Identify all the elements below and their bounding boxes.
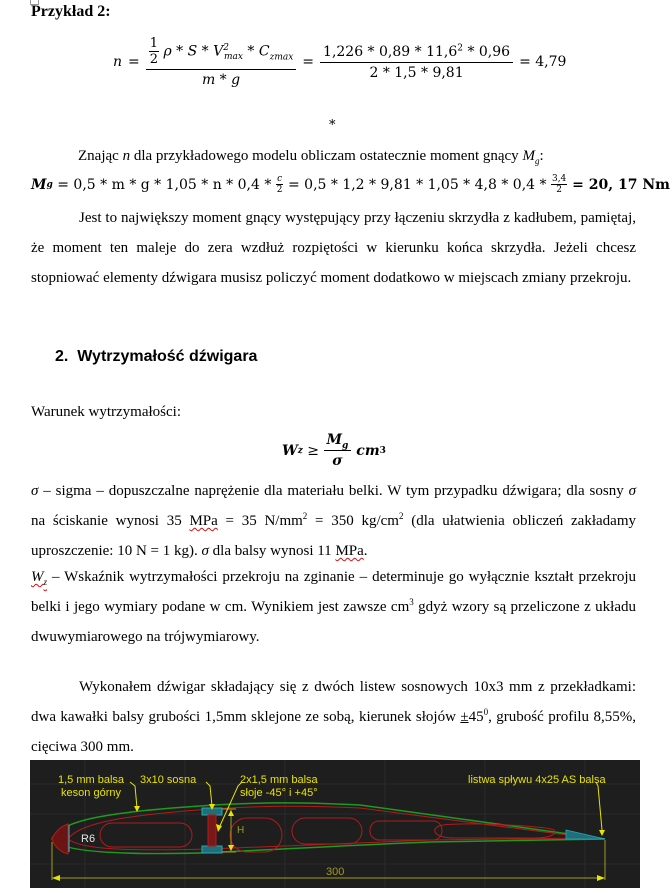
eq-n-equals: = [128, 54, 140, 70]
section-heading: 2. Wytrzymałość dźwigara [55, 348, 258, 365]
equation-bending-moment: M g = 0,5 * m * g * 1,05 * n * 0,4 * $\frac{c}{2}$ = 0,5 * 1,2 * 9,81 * 1,05 * 4,8 * 0,4 * $\frac{3,4}{2}$ = 20, 17 Nm [31, 174, 670, 195]
paragraph-section-modulus: $W_z$ – Wskaźnik wytrzymałości przekroju na zginanie – determinuje go wyłącznie kształt przekroju belki i jego wymiary podane w cm. Wynikiem jest zawsze $cm^3$ gdyż wzory są przeliczone z układu dwuwymiarowego na trójwymiarowy. [31, 569, 636, 645]
condition-label: Warunek wytrzymałości: [31, 404, 181, 420]
paragraph-sigma: σ – sigma – dopuszczalne naprężenie dla materiału belki. W tym przypadku dźwigara; dla sosny σ na ściskanie wynosi 35 MPa = 35 $N/mm^2 = 350$ $kg/cm^2$ (dla ułatwienia obliczeń zakładamy uproszczenie: 10 N = 1 kg). σ dla balsy wynosi 11 MPa. [31, 483, 644, 559]
separator-asterisk: * [329, 118, 336, 133]
label-trailing-edge: listwa spływu 4x25 AS balsa [468, 774, 606, 786]
paragraph-max-moment: Jest to największy moment gnący występujący przy łączeniu skrzydła z kadłubem, pamiętaj, że moment ten maleje do zera wzdłuż rozpiętości w kierunku końca skrzydła. Jeżeli chcesz stopniować elementy dźwigara musisz policzyć moment dodatkowo w miejscach zmiany przekroju. [31, 210, 636, 286]
paragraph-spar-construction: Wykonałem dźwigar składający się z dwóch listew sosnowych 10x3 mm z przekładkami: dwa kawałki balsy grubości 1,5mm sklejone ze sobą, kierunek słojów $\pm 45^0$, grubość profilu 8,55%, cięciwa 300 mm. [31, 679, 636, 755]
eq-mg-result: = 20, 17 Nm [567, 176, 670, 193]
label-spar-web: 2x1,5 mm balsa słoje -45° i +45° [240, 774, 318, 799]
label-top-skin: 1,5 mm balsa keson górny [58, 774, 125, 799]
label-spar-cap: 3x10 sosna [140, 774, 197, 786]
eq-n-result: = 4,79 [519, 54, 567, 70]
eq-n-fraction-numeric: $\frac{1,226 * 0,89 * 11,6^2 * 0,96}{2 * 1,5 * 9,81}$ [320, 44, 513, 81]
intro-line: Znając n dla przykładowego modelu obliczam ostatecznie moment gnący $M_g$: [78, 148, 544, 166]
example-heading: Przykład 2: [31, 3, 111, 20]
half-fraction: $\frac{1}{2}$ [149, 36, 159, 67]
eq-n-lhs: n [113, 54, 123, 70]
equation-strength-condition: W z ≥ $\frac{M_g}{\sigma}$ cm 3 [282, 432, 386, 469]
equation-load-factor: n = $\frac{1}{2}$ ρ * S * $V^2_{max} * C_{zmax}$ m * g = $\frac{1,226 * 0,89 * 11,6^2 * 0,96}{2 * 1,5 * 9,81}$ = 4,79 [113, 36, 567, 88]
label-height: H [237, 825, 245, 836]
label-chord: 300 [326, 866, 345, 878]
wing-profile-diagram [30, 760, 640, 888]
eq-n-fraction-symbolic: $\frac{1}{2}$ ρ * S * $V^2_{max} * C_{zmax}$ m * g [146, 36, 297, 88]
label-radius: R6 [81, 833, 96, 845]
